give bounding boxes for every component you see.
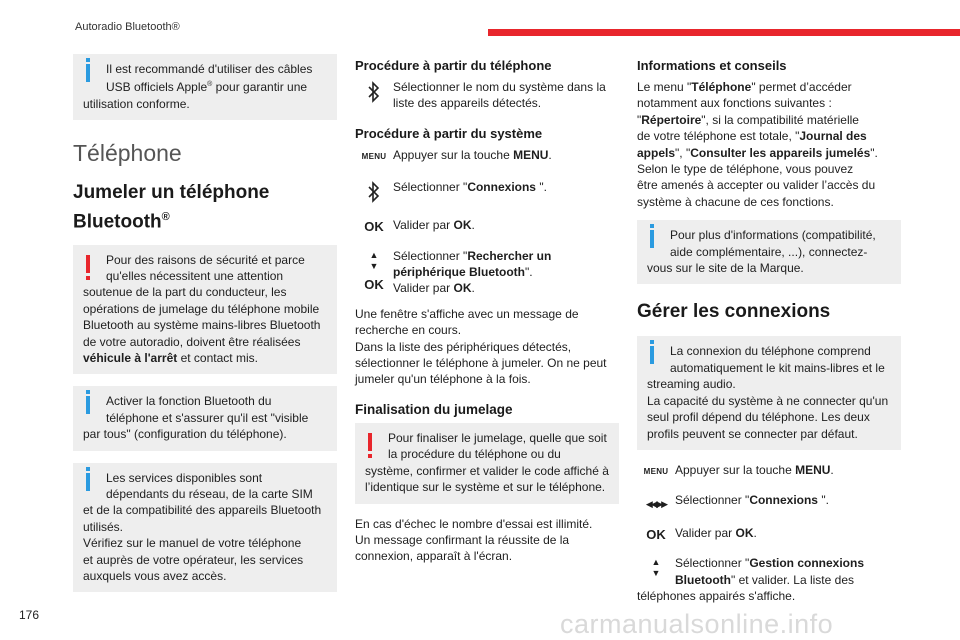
watermark: carmanualsonline.info xyxy=(560,609,834,639)
warning-box-safety: Pour des raisons de sécurité et parce qu'elles nécessitent une attention soutenue de la part du conducteur, les opérations de jumelage du téléphone mobile Bluetooth au système mains-libres Bluetooth de votre autoradio, doivent être réalisées véhicule à l'arrêt et contact mis. xyxy=(73,245,337,375)
heading-info-tips: Informations et conseils xyxy=(637,58,787,73)
info-box-services: Les services disponibles sont dépendants du réseau, de la carte SIM et de la compatibilité des appareils Bluetooth utilisés. Vérifiez sur le manuel de votre téléphone et auprès de votre opérateur, les services auxquels vous avez accès. xyxy=(73,463,337,593)
warning-icon xyxy=(86,255,90,273)
header-section-title: Autoradio Bluetooth® xyxy=(75,21,180,33)
column-1 xyxy=(73,52,337,604)
step-manage-bluetooth: ▲ ▼ Sélectionner "Gestion connexions Bluetooth" et valider. La liste des téléphones appairés s'affiche. xyxy=(637,556,864,603)
ok-icon: OK xyxy=(364,219,384,235)
info-icon xyxy=(650,346,654,364)
step-select-system-name: Sélectionner le nom du système dans la liste des appareils détectés. xyxy=(355,79,619,112)
bluetooth-icon xyxy=(355,79,393,103)
warning-icon xyxy=(368,433,372,451)
step-select-connexions: Sélectionner "Connexions ". xyxy=(355,179,619,203)
info-icon xyxy=(86,473,90,491)
info-box-usb: Il est recommandé d'utiliser des câbles USB officiels Apple® pour garantir une utilisation conforme. xyxy=(73,54,337,120)
step-press-menu: MENU Appuyer sur la touche MENU. xyxy=(355,147,619,165)
info-box-connection: La connexion du téléphone comprend automatiquement le kit mains-libres et le streaming audio. La capacité du système à ne connecter qu'un seul profil dépend du téléphone. Les deux profils peuvent se connecter par défaut. xyxy=(637,336,901,449)
info-icon xyxy=(86,396,90,414)
step-search-device: ▲ ▼ OK Sélectionner "Rechercher un périphérique Bluetooth". Valider par OK. xyxy=(364,248,552,296)
bluetooth-icon xyxy=(355,179,393,203)
up-down-arrows-icon: ▲ ▼ xyxy=(651,557,661,579)
column-3 xyxy=(637,58,901,613)
menu-icon: MENU xyxy=(643,466,669,476)
up-down-arrows-icon: ▲ ▼ xyxy=(369,249,379,271)
heading-manage-connections: Gérer les connexions xyxy=(637,301,831,323)
heading-pair-phone: Jumeler un téléphone Bluetooth® xyxy=(73,182,270,233)
step-validate-ok: OK Valider par OK. xyxy=(355,217,619,235)
menu-icon: MENU xyxy=(361,151,387,161)
column-2 xyxy=(355,58,619,573)
header-accent-bar xyxy=(488,29,960,36)
step-press-menu: MENU Appuyer sur la touche MENU. xyxy=(637,462,901,480)
info-icon xyxy=(650,230,654,248)
warning-box-finalisation: Pour finaliser le jumelage, quelle que soit la procédure du téléphone ou du système, confirmer et valider le code affiché à l’identique sur le système et sur le téléphone. xyxy=(355,423,619,504)
heading-from-phone: Procédure à partir du téléphone xyxy=(355,58,552,73)
ok-icon: OK xyxy=(364,276,384,292)
ok-icon: OK xyxy=(646,526,666,542)
page-number: 176 xyxy=(19,608,40,622)
section-title: Téléphone xyxy=(73,140,182,167)
heading-from-system: Procédure à partir du système xyxy=(355,125,543,141)
paragraph-telephone-menu: Le menu "Téléphone" permet d’accéder notamment aux fonctions suivantes : "Répertoire", si la compatibilité matérielle de votre téléphone est totale, "Journal des appels", "Consulter les appareils jumelés". Selon le type de téléphone, vous pouvez être amenés à accepter ou valider l’accès du système à chacune de ces fonctions. xyxy=(637,80,878,209)
paragraph-failure: En cas d'échec le nombre d'essai est illimité. Un message confirmant la réussite de la connexion, apparaît à l'écran. xyxy=(355,516,593,564)
info-box-activate-bluetooth: Activer la fonction Bluetooth du téléphone et s'assurer qu'il est "visible par tous" (configuration du téléphone). xyxy=(73,386,337,450)
left-right-arrows-icon: ◀◀ ▶▶ xyxy=(645,499,667,510)
info-icon xyxy=(86,64,90,82)
info-box-more-info: Pour plus d'informations (compatibilité, aide complémentaire, ...), connectez- vous sur le site de la Marque. xyxy=(637,220,901,284)
step-select-connexions: ◀◀ ▶▶ Sélectionner "Connexions ". xyxy=(637,492,901,512)
step-validate-ok: OK Valider par OK. xyxy=(637,525,901,543)
paragraph-search-window: Une fenêtre s'affiche avec un message de recherche en cours. Dans la liste des périphériques détectés, sélectionner le téléphone à jumeler. On ne peut jumeler qu'un téléphone à la fois. xyxy=(355,306,607,387)
heading-finalisation: Finalisation du jumelage xyxy=(355,401,513,417)
